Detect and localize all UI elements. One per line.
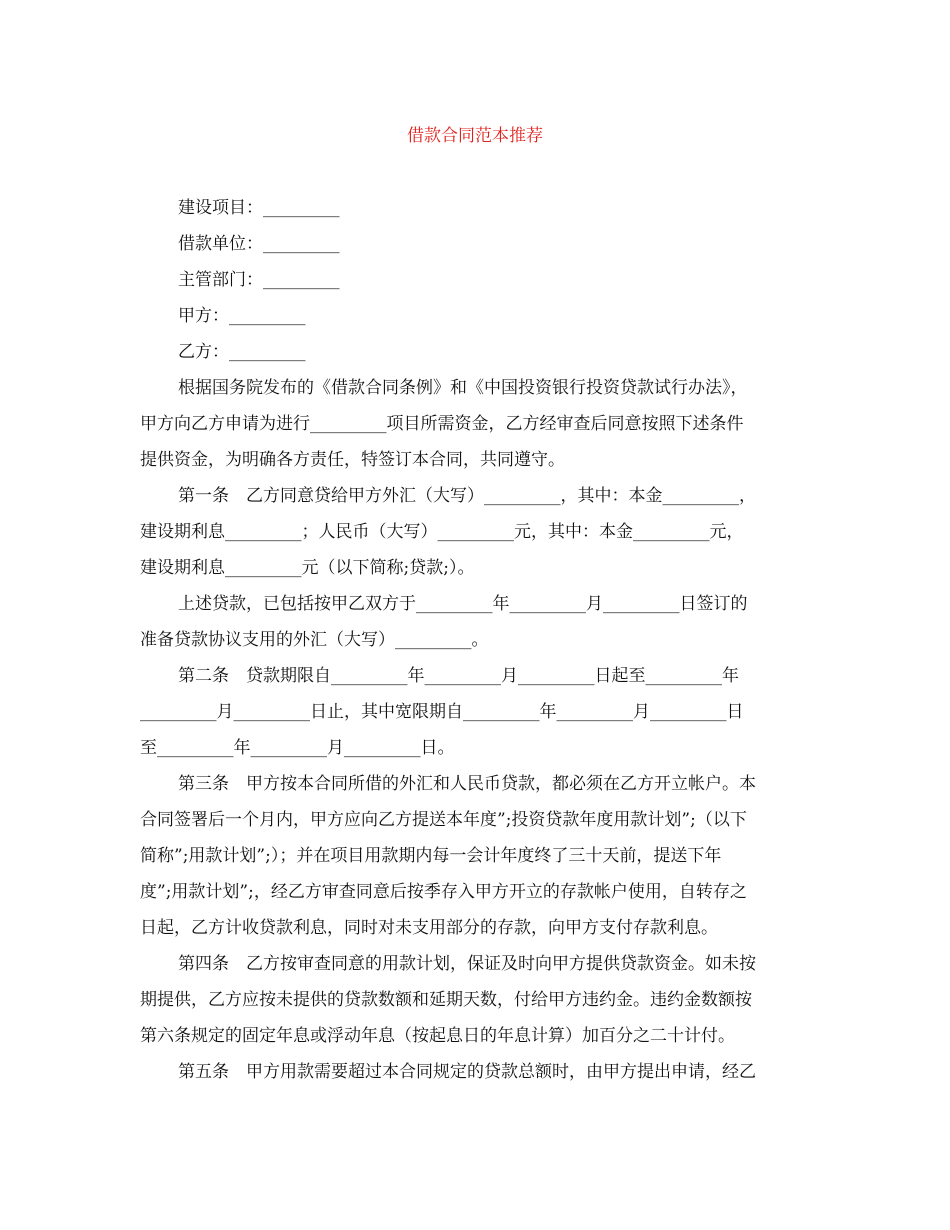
document-title: 借款合同范本推荐 <box>407 126 543 146</box>
text-line: 借款单位：_________ <box>178 234 340 254</box>
text-line: 第六条规定的固定年息或浮动年息（按起息日的年息计算）加百分之二十计付。 <box>140 1026 735 1046</box>
text-line: 第二条 贷款期限自_________年_________月_________日起至_________年 <box>178 666 739 686</box>
text-line: 乙方：_________ <box>178 342 306 362</box>
text-line: 提供资金，为明确各方责任，特签订本合同，共同遵守。 <box>140 450 565 470</box>
text-line: 建设期利息_________；人民币（大写）_________元，其中：本金_________元， <box>140 522 744 542</box>
text-line: 甲方：_________ <box>178 306 306 326</box>
text-line: 第五条 甲方用款需要超过本合同规定的贷款总额时，由甲方提出申请，经乙 <box>178 1062 756 1082</box>
text-line: 度”;用款计划”;，经乙方审查同意后按季存入甲方开立的存款帐户使用，自转存之 <box>140 882 747 902</box>
text-line: 主管部门：_________ <box>178 270 340 290</box>
text-line: 第四条 乙方按审查同意的用款计划，保证及时向甲方提供贷款资金。如未按 <box>178 954 756 974</box>
text-line: 甲方向乙方申请为进行_________项目所需资金，乙方经审查后同意按照下述条件 <box>140 414 744 434</box>
text-line: 上述贷款，已包括按甲乙双方于_________年_________月_________日签订的 <box>178 594 748 614</box>
text-line: 至_________年_________月_________日。 <box>140 738 455 758</box>
text-line: 根据国务院发布的《借款合同条例》和《中国投资银行投资贷款试行办法》， <box>178 378 748 398</box>
text-line: 简称”;用款计划”;）；并在项目用款期内每一会计年度终了三十天前，提送下年 <box>140 846 722 866</box>
text-line: 期提供，乙方应按未提供的贷款数额和延期天数，付给甲方违约金。违约金数额按 <box>140 990 752 1010</box>
text-line: _________月_________日止，其中宽限期自_________年_________月_________日 <box>140 702 744 722</box>
text-line: 第三条 甲方按本合同所借的外汇和人民币贷款，都必须在乙方开立帐户。本 <box>178 774 756 794</box>
text-line: 第一条 乙方同意贷给甲方外汇（大写）_________，其中：本金_________， <box>178 486 756 506</box>
text-line: 日起，乙方计收贷款利息，同时对未支用部分的存款，向甲方支付存款利息。 <box>140 918 718 938</box>
text-line: 建设项目：_________ <box>178 198 340 218</box>
text-line: 合同签署后一个月内，甲方应向乙方提送本年度”;投资贷款年度用款计划”;（以下 <box>140 810 747 830</box>
document-body <box>140 190 810 1090</box>
text-line: 准备贷款协议支用的外汇（大写）_________。 <box>140 630 489 650</box>
text-line: 建设期利息_________元（以下简称;贷款;）。 <box>140 558 475 578</box>
